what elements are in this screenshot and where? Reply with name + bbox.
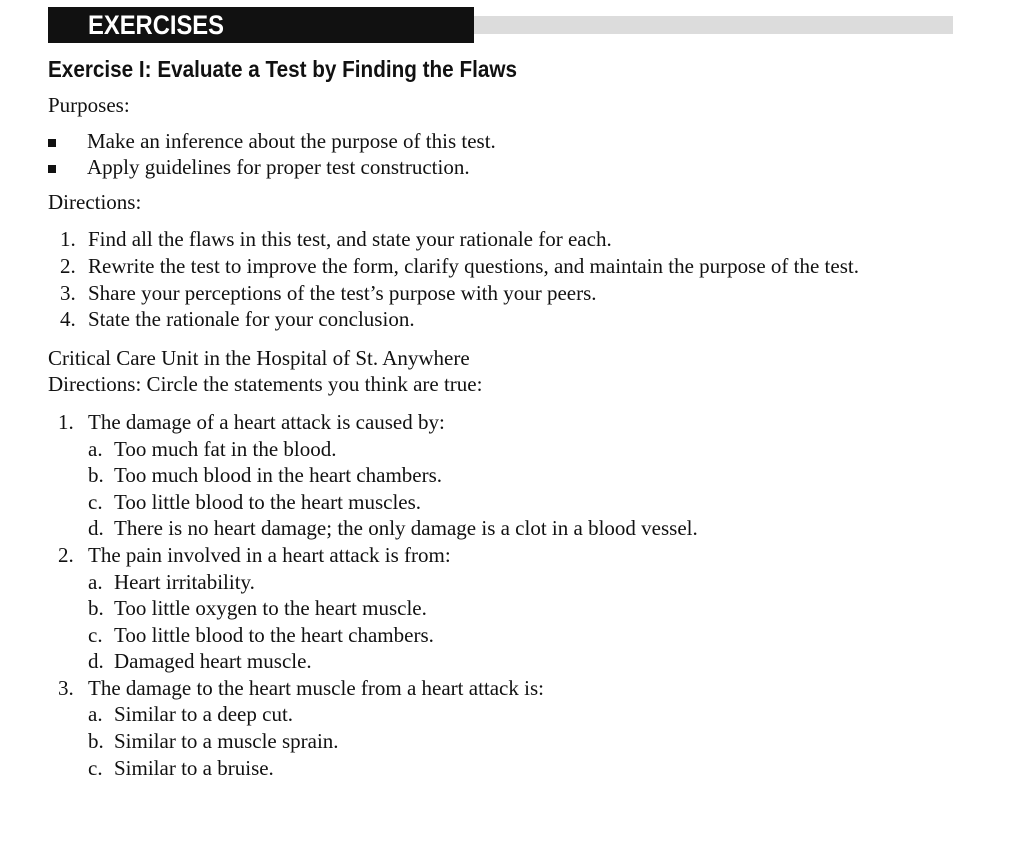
direction-number: 3.	[60, 280, 76, 305]
option-letter: b.	[88, 463, 104, 488]
option-text: Similar to a deep cut.	[114, 702, 294, 727]
option-letter: c.	[88, 489, 103, 514]
purpose-text: Apply guidelines for proper test construction.	[87, 155, 470, 180]
directions-list	[48, 226, 1008, 332]
exercise-title: Exercise I: Evaluate a Test by Finding the Flaws	[48, 56, 517, 82]
direction-item	[48, 226, 1008, 253]
direction-number: 1.	[60, 227, 76, 252]
banner-title: EXERCISES	[88, 10, 225, 40]
directions-heading: Directions:	[48, 189, 142, 214]
question-item	[48, 409, 1008, 542]
option-list	[48, 701, 1008, 781]
question-text: The damage to the heart muscle from a heart attack is:	[88, 675, 544, 700]
direction-text: Find all the flaws in this test, and state your rationale for each.	[88, 227, 612, 252]
direction-number: 2.	[60, 253, 76, 278]
option-text: Heart irritability.	[114, 569, 255, 594]
direction-text: Share your perceptions of the test’s purpose with your peers.	[88, 280, 597, 305]
option-text: Too much fat in the blood.	[114, 436, 337, 461]
answer-option[interactable]	[48, 595, 1008, 622]
option-letter: d.	[88, 649, 104, 674]
test-directions: Directions: Circle the statements you think are true:	[48, 372, 483, 397]
option-text: Too little blood to the heart chambers.	[114, 622, 434, 647]
answer-option[interactable]	[48, 622, 1008, 649]
option-letter: b.	[88, 729, 104, 754]
answer-option[interactable]	[48, 436, 1008, 463]
option-letter: c.	[88, 622, 103, 647]
answer-option[interactable]	[48, 728, 1008, 755]
option-text: Damaged heart muscle.	[114, 649, 312, 674]
option-text: Too little blood to the heart muscles.	[114, 489, 422, 514]
purposes-list	[48, 128, 1008, 181]
option-letter: c.	[88, 755, 103, 780]
direction-number: 4.	[60, 307, 76, 332]
answer-option[interactable]	[48, 701, 1008, 728]
question-number: 3.	[58, 675, 74, 700]
option-text: Similar to a muscle sprain.	[114, 729, 339, 754]
question-item	[48, 542, 1008, 675]
answer-option[interactable]	[48, 648, 1008, 675]
question-number: 2.	[58, 542, 74, 567]
direction-text: Rewrite the test to improve the form, clarify questions, and maintain the purpose of the test.	[88, 253, 859, 278]
bullet-square-icon	[48, 165, 56, 173]
option-text: Similar to a bruise.	[114, 755, 274, 780]
direction-item	[48, 280, 1008, 307]
answer-option[interactable]	[48, 489, 1008, 516]
answer-option[interactable]	[48, 569, 1008, 596]
test-title: Critical Care Unit in the Hospital of St. Anywhere	[48, 345, 470, 370]
option-text: There is no heart damage; the only damage is a clot in a blood vessel.	[114, 516, 698, 541]
option-letter: a.	[88, 569, 103, 594]
option-text: Too little oxygen to the heart muscle.	[114, 596, 427, 621]
answer-option[interactable]	[48, 515, 1008, 542]
purposes-heading: Purposes:	[48, 93, 130, 117]
direction-text: State the rationale for your conclusion.	[88, 307, 415, 332]
option-letter: a.	[88, 436, 103, 461]
option-letter: d.	[88, 516, 104, 541]
bullet-square-icon	[48, 139, 56, 147]
option-text: Too much blood in the heart chambers.	[114, 463, 443, 488]
purpose-item	[48, 154, 1008, 181]
option-list	[48, 569, 1008, 675]
answer-option[interactable]	[48, 462, 1008, 489]
question-text: The pain involved in a heart attack is from:	[88, 542, 451, 567]
purpose-item	[48, 128, 1008, 155]
banner-grey-rule	[474, 16, 953, 34]
question-item	[48, 675, 1008, 781]
question-list	[48, 409, 1008, 781]
purpose-text: Make an inference about the purpose of this test.	[87, 128, 496, 153]
question-number: 1.	[58, 409, 74, 434]
section-banner	[48, 7, 953, 43]
direction-item	[48, 306, 1008, 333]
direction-item	[48, 253, 1008, 280]
document-body	[48, 92, 1008, 781]
option-letter: a.	[88, 702, 103, 727]
option-list	[48, 436, 1008, 542]
answer-option[interactable]	[48, 755, 1008, 782]
question-text: The damage of a heart attack is caused by:	[88, 409, 445, 434]
option-letter: b.	[88, 596, 104, 621]
